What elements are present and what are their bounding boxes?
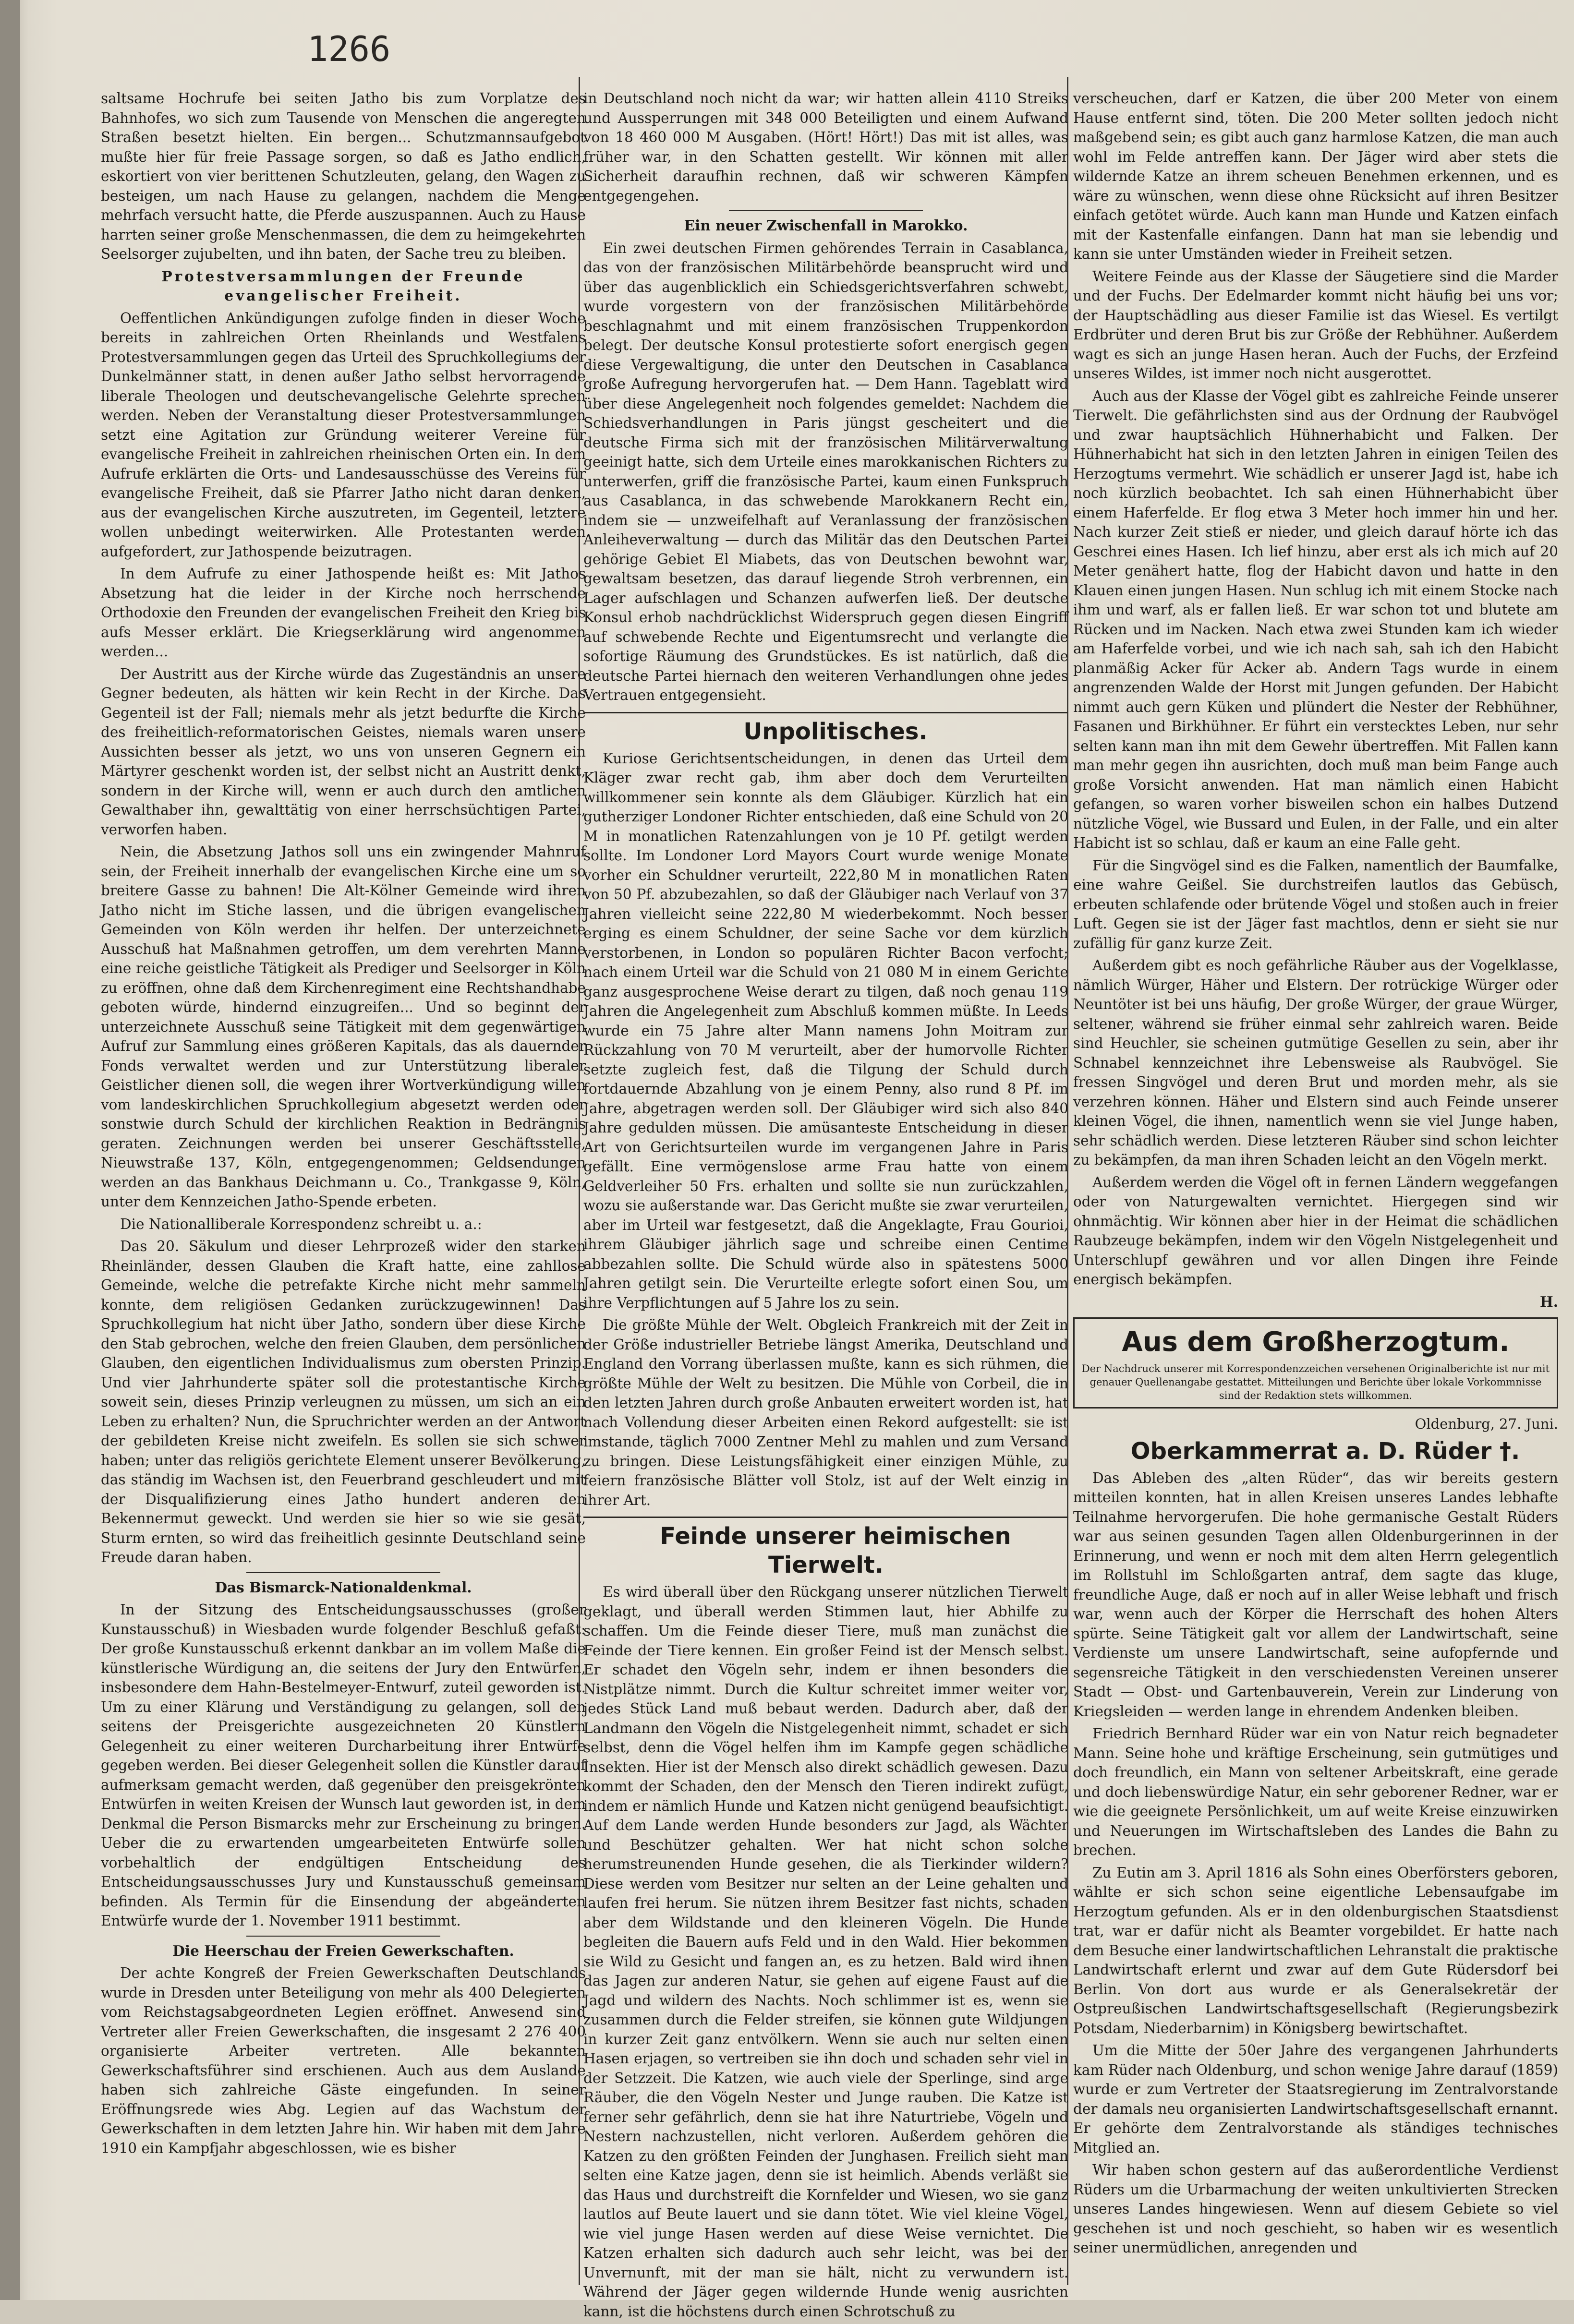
article-text: Die Nationalliberale Korrespondenz schreibt u. a.: [120, 1216, 482, 1232]
section-box [1073, 1317, 1558, 1409]
article-text: Nein, die Absetzung Jathos soll uns ein zwingender Mahnruf sein, der Freiheit innerhalb der evangelischen Kirche eine um so breitere Gasse zu bahnen! Die Alt-Kölner Gemeinde wird ihren Jatho nicht im Stiche lassen, und die übrigen evangelischen Gemeinden von Köln werden ihr helfen. Der unterzeichnete Ausschuß hat Maßnahmen getroffen, um dem verehrten Manne eine reiche geistliche Tätigkeit als Prediger und Seelsorger in Köln zu eröffnen, ohne daß dem Kirchenregiment eine Rechtshandhabe geboten würde, hindernd einzugreifen... Und so beginnt der unterzeichnete Ausschuß seine Tätigkeit mit dem gegenwärtigen Aufruf zur Sammlung eines größeren Kapitals, das als dauernder Fonds verwaltet werden und zur Unterstützung liberaler Geistlicher dienen soll, die wegen ihrer Wortverkündigung willen vom landeskirchlichen Spruchkollegium abgesetzt werden oder sonstwie durch Schuld der kirchlichen Reaktion in Bedrängnis geraten. Zeichnungen werden bei unserer Geschäftsstelle, Nieuwstraße 137, Köln, entgegengenommen; Geldsendungen werden an das Bankhaus Deichmann u. Co., Trankgasse 9, Köln, unter dem Kennzeichen Jatho-Spende erbeten. [101, 843, 586, 1210]
article-text: Das 20. Säkulum und dieser Lehrprozeß wider den starken Rheinländer, dessen Glauben die Kraft hatte, eine zahllose Gemeinde, welche die petrefakte Kirche nicht mehr sammeln konnte, dem religiösen Gedanken zurückzugewinnen! Das Spruchkollegium hat nicht über Jatho, sondern über diese Kirche den Stab gebrochen, welche den freien Glauben, dem persönlichen Glauben, den eigentlichen Individualismus zum obersten Prinzip. Und vier Jahrhunderte später soll die protestantische Kirche soweit sein, dieses Prinzip verleugnen zu müssen, um sich an ein Leben zu erhalten? Nun, die Spruchrichter werden an der Antwort der gebildeten Kreise nicht zweifeln. Es sollen sie sich schwer haben; unter das religiös gerichtete Element unserer Bevölkerung, das ständig im Wachsen ist, den Feuerbrand geschleudert und mit der Disqualifizierung eines Jatho hundert anderen den Bekennermut geweckt. Und werden sie hier so wie sie gesät, Sturm ernten, so wird das freiheitlich gesinnte Deutschland seine Freude daran haben. [101, 1238, 586, 1565]
article-text: Um die Mitte der 50er Jahre des vergangenen Jahrhunderts kam Rüder nach Oldenburg, und schon wenige Jahre darauf (1859) wurde er zum Vertreter der Staatsregierung im Zentralvorstande der damals neu organisierten Landwirtschaftsgesellschaft ernannt. Er gehörte dem Zentralvorstande als ständiges technisches Mitglied an. [1073, 2042, 1558, 2156]
article-text: Oeffentlichen Ankündigungen zufolge finden in dieser Woche bereits in zahlreichen Orten Rheinlands und Westfalens Protestversammlungen gegen das Urteil des Spruchkollegiums der Dunkelmänner statt, in denen außer Jatho selbst hervorragende liberale Theologen und deutschevangelische Gelehrte sprechen werden. Neben der Veranstaltung dieser Protestversammlungen setzt eine Agitation zur Gründung weiterer Vereine für evangelische Freiheit in zahlreichen rheinischen Orten ein. In dem Aufrufe erklärten die Orts- und Landesausschüsse des Vereins für evangelische Freiheit, daß sie Pfarrer Jatho nicht daran denken, aus der evangelischen Kirche auszutreten, im Gegenteil, letztere wollen unbedingt weiterwirken. Alle Protestanten werden aufgefordert, zur Jathospende beizutragen. [101, 310, 586, 560]
page-edge [0, 0, 20, 2300]
author-signature: H. [1539, 1293, 1558, 1310]
section-title: Aus dem Großherzogtum. [1122, 1326, 1510, 1358]
page-number: 1266 [307, 29, 391, 69]
article-text: Ein zwei deutschen Firmen gehörendes Terrain in Casablanca, das von der französischen Militärbehörde beansprucht wird und über das augenblicklich ein Schiedsgerichtsverfahren schwebt, wurde vorgestern von der französischen Militärbehörde beschlagnahmt und mit einem französischen Truppenkordon belegt. Der deutsche Konsul protestierte sofort energisch gegen diese Vergewaltigung, die unter den Deutschen in Casablanca große Aufregung hervorgerufen hat. — Dem Hann. Tageblatt wird über diese Angelegenheit noch folgendes gemeldet: Nachdem die Schiedsverhandlungen in Paris jüngst gescheitert und die deutsche Firma sich mit der französischen Militärverwaltung geeinigt hatte, sich dem Urteile eines marokkanischen Richters zu unterwerfen, griff die französische Partei, kaum einen Funkspruch aus Casablanca, in das schwebende Marokkanern Recht ein, indem sie — unzweifelhaft auf Veranlassung der französischen Anleiheverwaltung — durch das Militär das den Deutschen Partei gehörige Gebiet El Miabets, das von Deutschen bewohnt war, gewaltsam besetzen, das darauf liegende Stroh verbrennen, ein Lager aufschlagen und Schanzen aufwerfen ließ. Der deutsche Konsul erhob nachdrücklichst Widerspruch gegen diesen Eingriff auf schwebende Rechte und Eigentumsrecht und verlangte die sofortige Räumung des Grundstückes. Es ist natürlich, daß die deutsche Partei hiernach den weiteren Verhandlungen ohne jedes Vertrauen entgegensieht. [583, 240, 1068, 703]
section-heading: Unpolitisches. [743, 718, 928, 745]
article-heading: Ein neuer Zwischenfall in Marokko. [684, 217, 968, 234]
article-text: Das Ableben des „alten Rüder“, das wir bereits gestern mitteilen konnten, hat in allen Kreisen unseres Landes lebhafte Teilnahme hervorgerufen. Die hohe germanische Gestalt Rüders war aus seinen gesunden Tagen allen Oldenburgerinnen in der Erinnerung, und wenn er noch mit dem alten Herrn gelegentlich im Rollstuhl im Schloßgarten antraf, dem sagte das kluge, freundliche Auge, daß er noch auf in aller Weise lebhaft und frisch war, wenn auch der Körper die Herrschaft des hohen Alters spürte. Seine Tätigkeit galt vor allem der Landwirtschaft, seine Verdienste um unsere Landwirtschaft, seine aufopfernde und segensreiche Tätigkeit in den verschiedensten Vereinen unserer Stadt — Obst- und Gartenbauverein, Verein zur Linderung von Kriegsleiden — werden lange in ehrendem Andenken bleiben. [1073, 1469, 1558, 1720]
column-3 [1073, 89, 1558, 2261]
divider [583, 712, 1068, 713]
article-text: Für die Singvögel sind es die Falken, namentlich der Baumfalke, eine wahre Geißel. Sie durchstreifen lautlos das Gebüsch, erbeuten schlafende oder brütende Vögel und stoßen auch in freier Luft. Gegen sie ist der Jäger fast machtlos, denn er sieht sie nur zufällig für ganz kurze Zeit. [1073, 857, 1558, 951]
dateline: Oldenburg, 27. Juni. [1415, 1416, 1558, 1432]
article-text: Außerdem gibt es noch gefährliche Räuber aus der Vogelklasse, nämlich Würger, Häher und Elstern. Der rotrückige Würger oder Neuntöter ist bei uns häufig, Der große Würger, der graue Würger, seltener, während sie früher einmal sehr zahlreich waren. Beide sind Heuchler, sie scheinen gutmütige Gesellen zu sein, aber ihr Schnabel kennzeichnet ihre Lebensweise als Raubvögel. Sie fressen Singvögel und deren Brut und morden mehr, als sie verzehren können. Häher und Elstern sind auch Feinde unserer kleinen Vögel, die ihnen, namentlich wenn sie viel Junge haben, sehr schädlich werden. Diese letzteren Räuber sind schon leichter zu bekämpfen, da man ihren Schaden leicht an den Vögeln merkt. [1073, 957, 1558, 1168]
article-text: Kuriose Gerichtsentscheidungen, in denen das Urteil dem Kläger zwar recht gab, ihm aber doch dem Verurteilten willkommener sein konnte als dem Gläubiger. Kürzlich hat ein gutherziger Londoner Richter entschieden, daß eine Schuld von 20 M in monatlichen Ratenzahlungen von je 10 Pf. getilgt werden sollte. Im Londoner Lord Mayors Court wurde wenige Monate vorher ein Schuldner verurteilt, 222,80 M in monatlichen Raten von 50 Pf. abzubezahlen, so daß der Gläubiger nach Verlauf von 37 Jahren vielleicht seine 222,80 M wiederbekommt. Noch besser erging es einem Schuldner, der seine Sache vor dem kürzlich verstorbenen, in London so populären Richter Bacon verfocht; nach einem Urteil war die Schuld von 21 080 M in einem Gerichte ganz ausgesprochene Weise derart zu tilgen, daß noch genau 119 Jahren die Angelegenheit zum Abschluß kommen müßte. In Leeds wurde ein 75 Jahre alter Mann namens John Moitram zur Rückzahlung von 70 M verurteilt, aber der humorvolle Richter setzte zugleich fest, daß die Tilgung der Schuld durch fortdauernde Abzahlung von je einem Penny, also rund 8 Pf. im Jahre, abgetragen werden soll. Der Gläubiger wird sich also 840 Jahre gedulden müssen. Die amüsanteste Entscheidung in dieser Art von Gerichtsurteilen wurde im vergangenen Jahre in Paris gefällt. Eine vermögenslose arme Frau hatte von einem Geldverleiher 50 Frs. erhalten und sollte sie nun zurückzahlen, wozu sie außerstande war. Das Gericht mußte sie zwar verurteilen, aber im Urteil war festgesetzt, daß die Angeklagte, Frau Gourioi, ihrem Gläubiger jährlich sage und schreibe einen Centime abbezahlen sollte. Die Schuld würde also in spätestens 5000 Jahren getilgt sein. Die Verurteilte erlegte sofort einen Sou, um ihre Verpflichtungen auf 5 Jahre los zu sein. [583, 750, 1068, 1311]
article-text: Der Austritt aus der Kirche würde das Zugeständnis an unsere Gegner bedeuten, als hätten wir kein Recht in der Kirche. Das Gegenteil ist der Fall; niemals mehr als jetzt bedurfte die Kirche des freiheitlich-reformatorischen Geistes, niemals waren unsere Aussichten besser als jetzt, wo uns von unseren Gegnern ein Märtyrer geschenkt worden ist, der selbst nicht an Austritt denkt, sondern in der Kirche will, wenn er auch durch den amtlichen Gewalthaber ihn, gewalttätig von einer herrschsüchtigen Partei, verworfen haben. [101, 665, 586, 838]
article-text: in Deutschland noch nicht da war; wir hatten allein 4110 Streiks und Aussperrungen mit 348 000 Beteiligten und einem Aufwand von 18 460 000 M Ausgaben. (Hört! Hört!) Das mit ist alles, was früher war, in den Schatten gestellt. Wir können mit aller Sicherheit daraufhin rechnen, daß wir schweren Kämpfen entgegengehen. [583, 90, 1068, 204]
article-text: Wir haben schon gestern auf das außerordentliche Verdienst Rüders um die Urbarmachung der weiten unkultivierten Strecken unseres Landes hingewiesen. Wenn auf diesem Gebiete so viel geschehen ist und noch geschieht, so haben wir es wesentlich seiner unermüdlichen, anregenden und [1073, 2162, 1558, 2256]
article-text: In der Sitzung des Entscheidungsausschusses (großer Kunstausschuß) in Wiesbaden wurde folgender Beschluß gefaßt: Der große Kunstausschuß erkennt dankbar an im vollem Maße die künstlerische Würdigung an, die seitens der Jury den Entwürfen, insbesondere dem Hahn-Bestelmeyer-Entwurf, zuteil geworden ist. Um zu einer Klärung und Verständigung zu gelangen, soll den seitens der Preisgerichte ausgezeichneten 20 Künstlern Gelegenheit zu einer weiteren Durcharbeitung ihrer Entwürfe gegeben werden. Bei dieser Gelegenheit sollen die Künstler darauf aufmerksam gemacht werden, daß gegenüber den preisgekrönten Entwürfen in weiten Kreisen der Wunsch laut geworden ist, in dem Denkmal die Person Bismarcks mehr zur Erscheinung zu bringen. Ueber die zu erwartenden umgearbeiteten Entwürfe sollen vorbehaltlich der endgültigen Entscheidung des Entscheidungsausschusses Jury und Kunstausschuß gemeinsam befinden. Als Termin für die Einsendung der abgeänderten Entwürfe wurde der 1. November 1911 bestimmt. [101, 1602, 586, 1929]
article-text: Es wird überall über den Rückgang unserer nützlichen Tierwelt geklagt, und überall werden Stimmen laut, hier Abhilfe zu schaffen. Um die Feinde dieser Tiere, muß man zunächst die Feinde der Tiere kennen. Ein großer Feind ist der Mensch selbst. Er schadet den Vögeln sehr, indem er ihnen besonders die Nistplätze nimmt. Durch die Kultur schreitet immer weiter vor, jedes Stück Land muß bebaut werden. Dadurch aber, daß der Landmann den Vögeln die Nistgelegenheit nimmt, schadet er sich selbst, denn die Vögel helfen ihm im Kampfe gegen schädliche Insekten. Hier ist der Mensch also direkt schädlich gewesen. Dazu kommt der Schaden, den der Mensch den Tieren indirekt zufügt, indem er nämlich Hunde und Katzen nicht genügend beaufsichtigt. Auf dem Lande werden Hunde besonders zur Jagd, als Wächter und Beschützer gehalten. Wer hat nicht schon solche herumstreunenden Hunde gesehen, die als Tierkinder wildern? Diese werden vom Besitzer nur selten an der Leine gehalten und laufen frei herum. Sie nützen ihrem Besitzer fast nichts, schaden aber dem Wildstande und den kleineren Vögeln. Die Hunde begleiten die Bauern aufs Feld und in den Wald. Hier bekommen sie Wild zu Gesicht und fangen an, es zu hetzen. Bald wird ihnen das Jagen zur anderen Natur, sie gehen auf eigene Faust auf die Jagd und wildern des Nachts. Noch schlimmer ist es, wenn sie zusammen durch die Felder streifen, sie können gute Wildjungen in kurzer Zeit ganz entvölkern. Wenn sie auch nur selten einen Hasen erjagen, so vertreiben sie ihn doch und schaden sehr viel in der Setzzeit. Die Katzen, wie auch viele der Sperlinge, sind arge Räuber, die den Vögeln Nester und Junge rauben. Die Katze ist ferner sehr gefährlich, denn sie hat ihre Naturtriebe, Vögeln und Nestern nachzustellen, nicht verloren. Außerdem gehören die Katzen zu den größten Feinden der Junghasen. Freilich sieht man selten eine Katze jagen, denn sie ist heimlich. Abends verläßt sie das Haus und durchstreift die Kornfelder und Wiesen, wo sie ganz lautlos auf Beute lauert und sie dann tötet. Wie viel kleine Vögel, wie viel junge Hasen werden auf diese Weise vernichtet. Die Katzen erhalten sich dadurch auch sehr leicht, was bei der Unvernunft, mit der man sie hält, nicht zu verwundern ist. Während der Jäger gegen wildernde Hunde wenig ausrichten kann, ist die höchstens durch einen Schrotschuß zu [583, 1584, 1068, 2320]
article-text: Weitere Feinde aus der Klasse der Säugetiere sind die Marder und der Fuchs. Der Edelmarder kommt nicht häufig bei uns vor; der Hauptschädling aus dieser Familie ist das Wiesel. Es vertilgt Erdbrüter und deren Brut bis zur Größe der Rebhühner. Außerdem wagt es sich an junge Hasen heran. Auch der Fuchs, der Erzfeind unseres Wildes, ist immer noch nicht ausgerottet. [1073, 268, 1558, 382]
article-heading: Protestversammlungen der Freunde evangelischer Freiheit. [161, 267, 525, 304]
article-heading: Oberkammerrat a. D. Rüder †. [1130, 1437, 1520, 1465]
copyright-note: Der Nachdruck unserer mit Korrespondenzzeichen versehenen Originalberichte ist nur mit genauer Quellenangabe gestattet. Mitteilungen und Berichte über lokale Vorkommnisse sind der Redaktion stets willkommen. [1081, 1363, 1550, 1401]
article-text: Auch aus der Klasse der Vögel gibt es zahlreiche Feinde unserer Tierwelt. Die gefährlichsten sind aus der Ordnung der Raubvögel und zwar hauptsächlich Hühnerhabicht und Falken. Der Hühnerhabicht hat sich in den letzten Jahren in einigen Teilen des Herzogtums vermehrt. Wie schädlich er unserer Jagd ist, habe ich noch kürzlich beobachtet. Ich sah einen Hühnerhabicht über einem Haferfelde. Er flog etwa 3 Meter hoch immer hin und her. Nach kurzer Zeit stieß er nieder, und gleich darauf hörte ich das Geschrei eines Hasen. Ich lief hinzu, aber erst als ich mich auf 20 Meter genähert hatte, flog der Habicht davon und hatte in den Klauen einen jungen Hasen. Nun schlug ich mit einem Stocke nach ihm und warf, als er fallen ließ. Er war schon tot und blutete am Rücken und im Nacken. Nach etwa zwei Stunden kam ich wieder am Haferfelde vorbei, und wie ich nach sah, sah ich den Habicht planmäßig Acker für Acker ab. Andern Tags wurde in einem angrenzenden Walde der Horst mit Jungen gefunden. Der Habicht nimmt auch gern Küken und plündert die Nester der Rebhühner, Fasanen und Birkhühner. Er führt ein verstecktes Leben, nur sehr selten kann man ihn mit dem Gewehr übertreffen. Mit Fallen kann man mehr gegen ihn ausrichten, doch muß man beim Fange auch große Vorsicht anwenden. Hat man nämlich einen Habicht gefangen, so waren vorher bisweilen schon ein halbes Dutzend nützliche Vögel, wie Bussard und Eulen, in der Falle, und ein alter Habicht ist so schlau, daß er kaum an eine Falle geht. [1073, 387, 1558, 851]
section-heading: Feinde unserer heimischen Tierwelt. [660, 1523, 1011, 1578]
article-text: saltsame Hochrufe bei seiten Jatho bis zum Vorplatze des Bahnhofes, wo sich zum Tausende von Menschen die angeregten Straßen besetzt hielten. Ein bergen... Schutzmannsaufgebot mußte hier für freie Passage sorgen, so daß es Jatho endlich, eskortiert von vier berittenen Schutzleuten, gelang, den Wagen zu besteigen, um nach Hause zu gelangen, nachdem die Menge mehrfach versucht hatte, die Pferde auszuspannen. Auch zu Hause harrten seiner große Menschenmassen, die dem zu heimgekehrten Seelsorger zujubelten, und ihn baten, der Sache treu zu bleiben. [101, 90, 586, 262]
article-text: Der achte Kongreß der Freien Gewerkschaften Deutschlands wurde in Dresden unter Beteiligung von mehr als 400 Delegierten vom Reichstagsabgeordneten Legien eröffnet. Anwesend sind Vertreter aller Freien Gewerkschaften, die insgesamt 2 276 400 organisierte Arbeiter vertreten. Alle bekannten Gewerkschaftsführer sind erschienen. Auch aus dem Auslande haben sich zahlreiche Gäste eingefunden. In seiner Eröffnungsrede wies Abg. Legien auf das Wachstum der Gewerkschaften in dem letzten Jahre hin. Wir haben mit dem Jahre 1910 ein Kampfjahr abgeschlossen, wie es bisher [101, 1965, 586, 2156]
article-text: Friedrich Bernhard Rüder war ein von Natur reich begnadeter Mann. Seine hohe und kräftige Erscheinung, sein gutmütiges und doch freundlich, ein Mann von seltener Arbeitskraft, eine gerade und doch liebenswürdige Natur, ein sehr geborener Redner, war er wie die geeignete Persönlichkeit, um auf weite Kreise einzuwirken und Neuerungen im Wirtschaftsleben des Landes die Bahn zu brechen. [1073, 1725, 1558, 1858]
divider [729, 210, 923, 211]
divider [583, 1517, 1068, 1518]
divider [246, 1572, 440, 1573]
article-text: In dem Aufrufe zu einer Jathospende heißt es: Mit Jathos Absetzung hat die leider in der Kirche noch herrschende Orthodoxie den Freunden der evangelischen Freiheit den Krieg bis aufs Messer erklärt. Die Kriegserklärung wird angenommen werden... [101, 566, 586, 660]
article-text: verscheuchen, darf er Katzen, die über 200 Meter von einem Hause entfernt sind, töten. Die 200 Meter sollten jedoch nicht maßgebend sein; es gibt auch ganz harmlose Katzen, die man auch wohl im Felde antreffen kann. Der Jäger wird aber stets die wildernde Katze an ihrem scheuen Benehmen erkennen, und es wäre zu wünschen, wenn diese ohne Rücksicht auf ihren Besitzer einfach getötet würde. Auch kann man Hunde und Katzen einfach mit der Kastenfalle einfangen. Dann hat man sie lebendig und kann sie unter Umständen wieder in Freiheit setzen. [1073, 90, 1558, 262]
article-heading: Das Bismarck-Nationaldenkmal. [215, 1578, 472, 1596]
article-text: Die größte Mühle der Welt. Obgleich Frankreich mit der Zeit in der Größe industrieller Betriebe längst Amerika, Deutschland und England den Vorrang überlassen mußte, kann es sich rühmen, die größte Mühle der Welt zu besitzen. Die Mühle von Corbeil, die in den letzten Jahren durch große Anbauten erweitert worden ist, hat nach Vollendung dieser Arbeiten einen Rekord aufgestellt: sie ist imstande, täglich 7000 Zentner Mehl zu mahlen und zum Versand zu bringen. Diese Leistungsfähigkeit einer einzigen Mühle, zu feiern französische Blätter voll Stolz, ist auf der Welt einzig in ihrer Art. [583, 1317, 1068, 1508]
column-1 [101, 89, 586, 2161]
divider [246, 1936, 440, 1937]
column-2 [583, 89, 1068, 2324]
article-text: Außerdem werden die Vögel oft in fernen Ländern weggefangen oder von Naturgewalten vernichtet. Hiergegen sind wir ohnmächtig. Wir können aber hier in der Heimat die schädlichen Raubzeuge bekämpfen, indem wir den Vögeln Nistgelegenheit und Unterschlupf gewähren und vor allen Dingen ihre Feinde energisch bekämpfen. [1073, 1174, 1558, 1288]
article-text: Zu Eutin am 3. April 1816 als Sohn eines Oberförsters geboren, wählte er sich schon seine eigentliche Lebensaufgabe im Herzogtum gefunden. Als er in den oldenburgischen Staatsdienst trat, war er dafür nicht als Beamter vorgebildet. Er hatte nach dem Besuche einer landwirtschaftlichen Lehranstalt die praktische Landwirtschaft erlernt und zwar auf dem Gute Rüdersdorf bei Berlin. Von dort aus wurde er als Generalsekretär der Ostpreußischen Landwirtschaftsgesellschaft (Regierungsbezirk Potsdam, Niederbarnim) in Königsberg bewirtschaftet. [1073, 1864, 1558, 2036]
article-heading: Die Heerschau der Freien Gewerkschaften. [172, 1942, 514, 1959]
